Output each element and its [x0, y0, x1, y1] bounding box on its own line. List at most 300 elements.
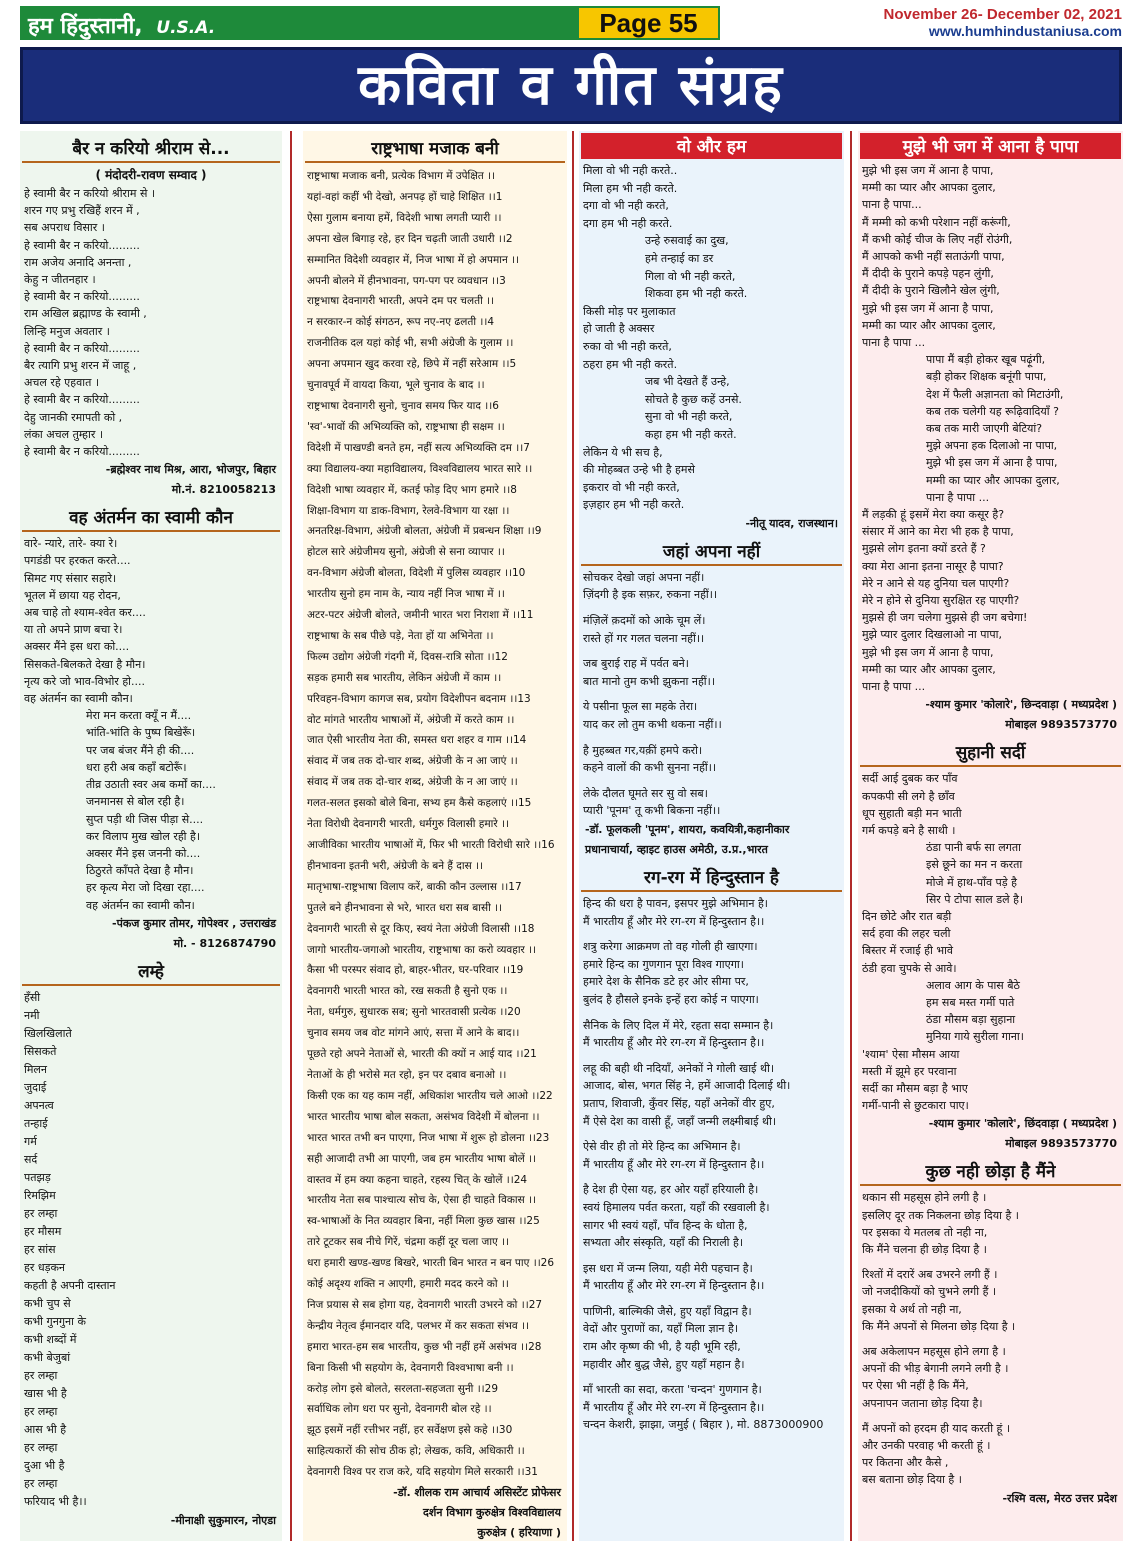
poem-phone: मोबाइल 9893573770	[1005, 1137, 1117, 1151]
poem-line: रिश्तों में दरारें अब उभरने लगी हैं ।	[862, 1268, 998, 1282]
poem-line: राम अजेय अनादि अनन्ता ,	[24, 255, 132, 269]
poem-line: कभी शब्दों में	[24, 1332, 77, 1346]
poem-line: मेरा मन करता क्यूँ न मैं....	[86, 709, 192, 723]
poem-line: तन्हाई	[24, 1116, 48, 1130]
poem-line: बड़ी होकर शिक्षक बनूंगी पापा,	[926, 370, 1047, 384]
poem-line: ऐसा गुलाम बनाया हमें, विदेशी भाषा लगती प्यारी ।।	[307, 211, 502, 224]
poem-line: सर्द हवा की लहर चली	[862, 927, 951, 941]
poem-line: मैं अपनों को हरदम ही याद करती हूं ।	[862, 1421, 1011, 1435]
poem-line: हर मौसम	[24, 1224, 62, 1238]
poem-title: राष्ट्रभाषा मजाक बनी	[305, 135, 565, 163]
poem-line: मैं भारतीय हूँ और मेरे रग-रग में हिन्दुस्तान है।।	[583, 1400, 765, 1414]
poem-line: मोजे में हाथ-पाँव पड़े है	[926, 875, 1018, 889]
poem-line: राष्ट्रभाषा के सब पीछे पड़े, नेता हों या अभिनेता ।।	[307, 629, 494, 642]
poem-line: मुझे भी इस जग में आना है पापा,	[926, 456, 1058, 470]
poem-line: अलाव आग के पास बैठे	[926, 978, 1020, 992]
poem-line: संवाद में जब तक दो-चार शब्द, अंग्रेजी के न आ जाएं ।।	[307, 755, 518, 768]
poem-line: ये पसीना फूल सा महके तेरा।	[583, 700, 698, 714]
poem-line: पूछते रहो अपने नेताओं से, भारती की क्यों न आई याद ।।21	[307, 1048, 537, 1061]
poem-line: धूप सुहाती बड़ी मन भाती	[862, 806, 962, 820]
poem-line: मैं लड़की हूं इसमें मेरा क्या कसूर है?	[862, 508, 1005, 522]
poem-line: 'स्व'-भावों की अभिव्यक्ति को, राष्ट्रभाषा ही सक्षम ।।	[307, 420, 505, 433]
poem-line: चुनावपूर्व में वायदा किया, भूले चुनाव के बाद ।।	[307, 379, 485, 392]
poem-line: नृत्य करे जो भाव-विभोर हो....	[24, 674, 146, 688]
poem-line: मम्मी का प्यार और आपका दुलार,	[926, 473, 1060, 487]
poem-line: वेदों और पुराणों का, यहाँ मिला ज्ञान है।	[583, 1322, 739, 1336]
poem-line: जात ऐसी भारतीय नेता की, समस्त धरा शहर व गाम ।।14	[307, 734, 527, 747]
poem-line: कि मैंने अपनों से मिलना छोड़ दिया है ।	[862, 1319, 1016, 1333]
poem-line	[862, 1258, 1119, 1266]
poem-line: मुझे भी इस जग में आना है पापा,	[862, 301, 994, 315]
poem-line: हीनभावना इतनी भरी, अंग्रेजी के बने हैं दास ।।	[307, 859, 483, 872]
poem-line: पाना है पापा ...	[862, 680, 926, 694]
poem-line: अब चाहे तो श्याम-श्वेत कर....	[24, 606, 146, 620]
poem-line: वह अंतर्मन का स्वामी कौन।	[24, 692, 133, 706]
poem-credit: -श्याम कुमार 'कोलारे', छिंदवाड़ा ( मध्यप्रदेश )	[928, 1117, 1117, 1131]
poem-subtitle: ( मंदोदरी-रावण सम्वाद )	[95, 168, 207, 182]
poem-line: हर लम्हा	[24, 1206, 58, 1220]
column-4	[858, 131, 1123, 1541]
poem-line: कब तक चलेगी यह रूढ़िवादियाँ ?	[926, 404, 1059, 418]
poem-line: आजीविका भारतीय भाषाओं में, फिर भी भारती विरोधी सारे ।।16	[307, 839, 555, 851]
poem-line: रास्ते हों गर गलत चलना नहीं।।	[583, 631, 705, 645]
poem-lines	[579, 895, 844, 1434]
poem-line: जागो भारतीय-जगाओ भारतीय, राष्ट्रभाषा का करो व्यवहार ।।	[307, 943, 537, 956]
poem-line: मिला हम भी नही करते.	[583, 181, 678, 195]
masthead-title: हम हिंदुस्तानी,	[28, 14, 143, 39]
poem-line: कहा हम भी नही करते.	[645, 427, 737, 441]
poem-line: ठहरा हम भी नही करते.	[583, 357, 678, 371]
poem-line: अपनी बोलने में हीनभावना, पग-पग पर व्यवधान ।।3	[307, 274, 506, 287]
poem-line: गर्म	[24, 1134, 37, 1148]
poem-line: साहित्यकारों की सोच ठीक हो; लेखक, कवि, अधिकारी ।।	[307, 1445, 525, 1458]
poem-line: जो नजदीकियों को चुभने लगी हैं ।	[862, 1285, 997, 1299]
poem-title: मुझे भी जग में आना है पापा	[860, 133, 1121, 159]
poem-line: मिलन	[24, 1062, 47, 1076]
poem-line: मेरे न होने से दुनिया सुरक्षित रह पाएगी?	[862, 594, 1020, 608]
poem-line: जनमानस से बोल रही है।	[86, 795, 185, 809]
poem-line: पुतले बने हीनभावना से भरे, भारत धरा सब बासी ।।	[307, 901, 503, 914]
poem-line: भांति-भांति के पुष्प बिखेरूँ।	[86, 726, 196, 740]
poem-line: परिवहन-विभाग कागज सब, प्रयोग विदेशीपन बदनाम ।।13	[307, 692, 531, 705]
poem-phone: मो. - 8126874790	[173, 936, 276, 950]
poem-line: शत्रु करेगा आक्रमण तो वह गोली ही खाएगा।	[583, 940, 758, 954]
poem-line: आजाद, बोस, भगत सिंह ने, हमें आजादी दिलाई थी।	[583, 1079, 791, 1093]
poem-credit: -नीतू यादव, राजस्थान।	[745, 516, 838, 530]
poem-line: भारत भारत तभी बन पाएगा, निज भाषा में शुरू हो डोलना ।।23	[307, 1131, 550, 1144]
poem-title: वह अंतर्मन का स्वामी कौन	[22, 504, 280, 532]
poem-line: विदेशी भाषा व्यवहार में, कतई फोड़ दिए भाग हमारे ।।8	[307, 483, 517, 496]
poem-title: जहां अपना नहीं	[581, 538, 842, 566]
poem-line: बस बताना छोड़ दिया है ।	[862, 1473, 962, 1487]
poem-line: माँ भारती का सदा, करता 'चन्दन' गुणगान है।	[583, 1383, 762, 1397]
poem-line: जब भी देखते हैं उन्हे,	[645, 375, 730, 389]
column-3	[579, 131, 844, 1541]
poem-line: इसका ये अर्थ तो नही ना,	[862, 1302, 962, 1316]
poem-line: मम्मी का प्यार और आपका दुलार,	[862, 662, 996, 676]
poem-title: वो और हम	[581, 133, 842, 159]
poem-line: स्व-भाषाओं के नित व्यवहार बिना, नहीं मिला कुछ खास ।।25	[307, 1215, 540, 1228]
poem-line: केन्द्रीय नेतृत्व ईमानदार यदि, पलभर में कर सकता संभव ।।	[307, 1319, 529, 1332]
poem-line	[583, 1173, 840, 1181]
poem-line: सभ्यता और संस्कृति, यहाँ की निराली है।	[583, 1236, 744, 1250]
poem-line: कभी बेजुबां	[24, 1350, 71, 1364]
poem-line: कहने वालों की कभी सुनना नहीं।।	[583, 761, 717, 775]
poem-line	[583, 777, 840, 785]
poem-line: पापा मैं बड़ी होकर खूब पढ़ूंगी,	[926, 353, 1046, 367]
poem-line: फिल्म उद्योग अंग्रेजी गंदगी में, दिवस-रात्रि सोता ।।12	[307, 650, 508, 663]
poem-line: बैर त्यागि प्रभु शरन में जाहू ,	[24, 359, 137, 373]
poem-line: बिस्तर में रजाई ही भावे	[862, 944, 954, 958]
poem-line: सर्द	[24, 1152, 38, 1166]
column-divider	[850, 131, 852, 1541]
poem-line: राष्ट्रभाषा मजाक बनी, प्रत्येक विभाग में उपेक्षित ।।	[307, 170, 496, 182]
poem-line: वह अंतर्मन का स्वामी कौन।	[86, 898, 195, 912]
poem-line: सोचकर देखो जहां अपना नहीं।	[583, 570, 705, 584]
poem-credit: -मीनाक्षी सुकुमारन, नोएडा	[170, 1513, 276, 1527]
poem-line: इकरार वो भी नही करते,	[583, 480, 680, 494]
poem-credit: -डॉ. शीलक राम आचार्य असिस्टेंट प्रोफेसर	[393, 1486, 561, 1500]
poem-line: चुनाव समय जब वोट मांगने आएं, सत्ता में आने के बाद।।	[307, 1027, 520, 1040]
page-number: Page 55	[577, 6, 720, 40]
poem-line: अचल रहे एहवात ।	[24, 376, 100, 390]
poem-line: हर कृत्य मेरा जो दिखा रहा....	[86, 881, 205, 895]
poem-line: इज़हार हम भी नही करते.	[583, 498, 685, 512]
poem-phone: मोबाइल 9893573770	[1005, 718, 1117, 732]
poem-line: गर्म कपड़े बने है साथी ।	[862, 823, 956, 837]
poem-line: याद कर लो तुम कभी थकना नहीं।।	[583, 718, 722, 732]
poem-line: सैनिक के लिए दिल में मेरे, रहता सदा सम्मान है।	[583, 1018, 774, 1032]
poem-line: महावीर और बुद्ध जैसे, हुए यहाँ महान है।	[583, 1357, 745, 1371]
poem-line	[583, 930, 840, 938]
poem-line: भारतीय सुनो हम नाम के, न्याय नहीं निज भाषा में ।।	[307, 588, 505, 601]
poem-line: मिला वो भी नही करते..	[583, 164, 678, 177]
poem-line: शिक्षा-विभाग या डाक-विभाग, रेलवे-विभाग या रक्षा ।।	[307, 504, 510, 517]
poem-line: सुना वो भी नही करते,	[645, 410, 733, 424]
poem-line	[583, 1373, 840, 1381]
poem-line: किसी मोड़ पर मुलाकात	[583, 304, 676, 318]
poem-line: दगा वो भी नही करते,	[583, 199, 669, 213]
poem-line: मैं दीदी के पुराने कपड़े पहन लुंगी,	[862, 267, 994, 281]
poem-line: मैं भारतीय हूँ और मेरे रग-रग में हिन्दुस्तान है।।	[583, 1036, 765, 1050]
poem-title: लम्हे	[22, 958, 280, 986]
poem-line: मुझसे ही जग चलेगा मुझसे ही जग बचेगा!	[862, 611, 1028, 625]
poem-line: हे स्वामी बैर न करियो.........	[24, 445, 140, 459]
poem-line: मैं भारतीय हूँ और मेरे रग-रग में हिन्दुस्तान है।।	[583, 1279, 765, 1293]
poem-line: और उनकी परवाह भी करती हूं ।	[862, 1439, 991, 1452]
poem-line: बुलंद है हौसले इनके इन्हें हरा कोई न पाएगा।	[583, 992, 759, 1006]
poem-line: देश में फैली अज्ञानता को मिटाउंगी,	[926, 387, 1064, 401]
poem-line: ज़िंदगी है इक सफ़र, रुकना नहीं।।	[583, 588, 718, 602]
poem-line: पाणिनी, बाल्मिकी जैसे, हुए यहाँ विद्वान है।	[583, 1304, 752, 1318]
poem-line: हमे तन्हाई का डर	[645, 251, 714, 265]
poem-line: राम और कृष्ण की भी, है यही भूमि रही,	[583, 1340, 741, 1354]
poem-line	[583, 647, 840, 655]
poem-line: अपना खेल बिगाड़ रहे, हर दिन चढ़ती जाती उधारी ।।2	[307, 232, 513, 245]
poem-line: यहां-वहां कहीं भी देखो, अनपढ़ हों चाहे शिक्षित ।।1	[307, 190, 503, 203]
poem-line: ठंडा मौसम बड़ा सुहाना	[926, 1013, 1016, 1027]
poem-line: कपकपी सी लगे है छाँव	[862, 789, 955, 803]
poem-line: मुझे भी इस जग में आना है पापा,	[862, 164, 994, 177]
poem-line: दुआ भी है	[24, 1458, 65, 1472]
poem-line: देवनागरी भारती भारत को, रख सकती है सुनो एक ।।	[307, 985, 508, 998]
poem-line: पाना है पापा ...	[862, 336, 926, 350]
poem-line: सुप्त पड़ी थी जिस पीड़ा से....	[86, 812, 204, 826]
poem-line: अपनों की भीड़ बेगानी लगने लगी है ।	[862, 1362, 1009, 1376]
poem-line: गिला वो भी नही करते,	[645, 269, 736, 283]
poem-line: रिमझिम	[24, 1188, 56, 1202]
poem-line: लेकिन ये भी सच है,	[583, 445, 663, 459]
poem-line: मुझे भी इस जग में आना है पापा,	[862, 645, 994, 659]
poem-line: हो जाती है अक्सर	[583, 322, 655, 336]
poem-line: हे स्वामी बैर न करियो श्रीराम से ।	[24, 187, 156, 200]
dateline	[884, 6, 1122, 39]
poem-line: धरा हमारी खण्ड-खण्ड बिखरे, भारती बिन भारत न बन पाए ।।26	[307, 1257, 555, 1270]
poem-line: वन-विभाग अंग्रेजी बोलता, विदेशी में पुलिस व्यवहार ।।10	[307, 567, 526, 580]
poem-line: खास भी है	[24, 1386, 67, 1400]
poem-line: मेरे न आने से यह दुनिया चल पाएगी?	[862, 576, 1010, 590]
poem-line: शिकवा हम भी नही करते.	[645, 287, 748, 301]
poem-line: इसे छूने का मन न करता	[926, 858, 1023, 872]
poem-line: क्या मेरा आना इतना नासूर है पापा?	[862, 559, 1004, 573]
poem-line: या तो अपने प्राण बचा रे।	[24, 623, 123, 637]
poem-line: मैं मम्मी को कभी परेशान नहीं करूंगी,	[862, 215, 1011, 229]
poem-line: हे स्वामी बैर न करियो.........	[24, 238, 140, 252]
section-banner: कविता व गीत संग्रह	[20, 47, 1122, 124]
column-divider	[572, 131, 574, 1541]
poem-line: मम्मी का प्यार और आपका दुलार,	[862, 181, 996, 195]
poem-line: वारे- न्यारे, तारे- क्या रे।	[24, 537, 118, 551]
poem-line: हर सांस	[24, 1242, 56, 1256]
poem-line: मुझसे लोग इतना क्यों डरते हैं ?	[862, 542, 986, 556]
poem-line: हे स्वामी बैर न करियो.........	[24, 290, 140, 304]
poem-line: पगडंडी पर हरकत करते....	[24, 554, 131, 568]
poem-line: नेता, धर्मगुरु, सुधारक सब; सुनो भारतवासी प्रत्येक ।।20	[307, 1006, 521, 1019]
poem-phone: मो.नं. 8210058213	[171, 483, 276, 497]
website-link[interactable]: www.humhindustaniusa.com	[928, 23, 1122, 39]
poem-line: कोई अदृश्य शक्ति न आएगी, हमारी मदद करने को ।।	[307, 1278, 509, 1291]
poem-line: देवनागरी भारती से दूर किए, स्वयं नेता अंग्रेजी विलासी ।।18	[307, 922, 535, 935]
poem-line: वास्तव में हम क्या कहना चाहते, रहस्य चित् के खोलें ।।24	[307, 1173, 528, 1186]
poem-line: निज प्रयास से सब होगा यह, देवनागरी भारती उभरने को ।।27	[307, 1298, 543, 1311]
poem-line: मैं आपको कभी नहीं सताऊंगी पापा,	[862, 250, 1005, 264]
poem-line: बात मानो तुम कभी झुकना नहीं।।	[583, 674, 715, 688]
poem-line: मैं भारतीय हूँ और मेरे रग-रग में हिन्दुस्तान है।।	[583, 914, 765, 928]
poem-line: 'श्याम' ऐसा मौसम आया	[862, 1047, 960, 1061]
poem-credit: -रश्मि वत्स, मेरठ उत्तर प्रदेश	[1002, 1491, 1117, 1505]
column-divider	[290, 131, 292, 1541]
poem-line	[583, 1130, 840, 1138]
poem-line: हमारे हिन्द का गुणगान पूरा विश्व गाएगा।	[583, 957, 744, 971]
poem-line: नमी	[24, 1008, 40, 1022]
poem-line: आस भी है	[24, 1422, 67, 1436]
poem-line: कर विलाप मुख खोल रही है।	[86, 829, 201, 843]
poem-line: भूतल में छाया यह रोदन,	[24, 588, 121, 602]
page-header	[20, 6, 1122, 42]
poem-line: कभी गुनगुना के	[24, 1314, 86, 1328]
poem-line: पर जब बंजर मैंने ही की....	[86, 743, 195, 757]
poem-line: लंका अचल तुम्हार ।	[24, 427, 104, 441]
poem-line: गलत-सलत इसको बोले बिना, सभ्य हम कैसे कहलाएं ।।15	[307, 797, 532, 810]
poem-line	[583, 690, 840, 698]
poem-line: हमारे देश के सैनिक डटे हर ओर सीमा पर,	[583, 975, 749, 989]
poem-line: कि मैंने चलना ही छोड़ दिया है ।	[862, 1242, 987, 1256]
poem-line: शरन गए प्रभु रखिहैं शरन में ,	[24, 204, 140, 218]
poem-credit: कुरुक्षेत्र ( हरियाणा )	[477, 1526, 561, 1540]
poem-line: मुनिया गाये सुरीला गाना।	[926, 1030, 1024, 1044]
poem-credit: -पंकज कुमार तोमर, गोपेश्वर , उत्तराखंड	[112, 916, 276, 930]
poem-line: मुझे अपना हक दिलाओ ना पापा,	[926, 439, 1058, 453]
poem-line: कब तक मारी जाएगी बेटियां?	[926, 422, 1043, 436]
poem-line: न सरकार-न कोई संगठन, रूप नए-नए ढलती ।।4	[307, 316, 495, 329]
poem-line: हर लम्हा	[24, 1368, 58, 1382]
poem-line	[583, 1052, 840, 1060]
poem-line: उन्हे रुसवाई का दुख,	[645, 234, 729, 248]
poem-line: सम्मानित विदेशी व्यवहार में, निज भाषा में हो अपमान ।।	[307, 253, 520, 266]
poem-title: सुहानी सर्दी	[860, 739, 1121, 767]
masthead-usa: U.S.A.	[156, 18, 216, 38]
poem-line: मैं भारतीय हूँ और मेरे रग-रग में हिन्दुस्तान है।।	[583, 1157, 765, 1171]
poem-line: अक्सर मैंने इस जननी को....	[86, 846, 201, 860]
poem-line: नेता विरोधी देवनागरी भारती, धर्मगुरु विलासी हमारे ।।	[307, 818, 509, 831]
poem-line: सोचते है कुछ कहें उनसे.	[645, 392, 742, 406]
poem-line: मस्ती में झूमे हर परवाना	[862, 1064, 957, 1078]
poem-line: हिन्द की धरा है पावन, इसपर मुझे अभिमान है।	[583, 897, 768, 910]
poem-line: गर्मी-पानी से छुटकारा पाए।	[862, 1099, 969, 1113]
poem-line: मम्मी का प्यार और आपका दुलार,	[862, 318, 996, 332]
poem-line: जुदाई	[24, 1080, 47, 1094]
poem-line: मैं दीदी के पुराने खिलौने खेल लुंगी,	[862, 284, 1000, 298]
poem-line: लेके दौलत घूमते सर सु वो सब।	[583, 786, 708, 800]
poem-lines	[858, 1189, 1123, 1488]
poem-line: प्रताप, शिवाजी, कुँवर सिंह, यहाँ अनेकों वीर हुए,	[583, 1096, 775, 1110]
issue-date: November 26- December 02, 2021	[883, 6, 1122, 23]
poem-line	[862, 1335, 1119, 1343]
poem-lines	[579, 569, 844, 820]
poem-line: राष्ट्रभाषा देवनागरी भारती, अपने दम पर चलती ।।	[307, 295, 495, 308]
poem-line: सर्वाधिक लोग धरा पर सुनो, देवनागरी बोल रहे ।।	[307, 1403, 492, 1416]
poem-line: अटर-पटर अंग्रेजी बोलते, जमीनी भारत भरा निराशा में ।।11	[307, 609, 534, 622]
poem-lines	[579, 162, 844, 514]
poem-line: राष्ट्रभाषा देवनागरी सुनो, चुनाव समय फिर याद ।।6	[307, 399, 499, 412]
poem-line: मुझे प्यार दुलार दिखलाओ ना पापा,	[862, 628, 1002, 642]
poem-line: सागर भी स्वयं यहाँ, पाँव हिन्द के धोता है,	[583, 1218, 748, 1232]
poem-line: दगा हम भी नही करते.	[583, 216, 673, 230]
poem-line: बिना किसी भी सहयोग के, देवनागरी विश्वभाषा बनी ।।	[307, 1361, 514, 1374]
poem-line: अपनापन जताना छोड़ दिया है।	[862, 1396, 983, 1410]
poem-line: अपना अपमान खुद करवा रहे, छिपे में नहीं सरेआम ।।5	[307, 358, 517, 371]
poem-line: नेताओं के ही भरोसे मत रहो, इन पर दबाव बनाओ ।।	[307, 1068, 507, 1081]
poem-line: थकान सी महसूस होने लगी है ।	[862, 1191, 987, 1205]
poem-line: पाना है पापा...	[862, 198, 922, 212]
poem-line: अब अकेलापन महसूस होने लगा है ।	[862, 1344, 1006, 1358]
poem-lines	[858, 770, 1123, 1114]
poem-line: कहती है अपनी दास्तान	[24, 1278, 116, 1292]
poem-line: सही आजादी तभी आ पाएगी, जब हम भारतीय भाषा बोलें ।।	[307, 1152, 537, 1165]
poem-line: हमारा भारत-हम सब भारतीय, कुछ भी नहीं हमें असंभव ।।28	[307, 1340, 542, 1353]
poem-line	[862, 1412, 1119, 1420]
poem-line: सिर पे टोपा साल डले है।	[926, 892, 1024, 906]
masthead	[20, 6, 577, 40]
poem-line: खिलखिलाते	[24, 1026, 72, 1040]
poem-line: प्यारी 'पूनम' तू कभी बिकना नहीं।।	[583, 804, 721, 818]
poem-line: तीव्र उठाती स्वर अब कर्मों का....	[86, 778, 216, 792]
poem-line: होटल सारे अंग्रेजीमय सुनो, अंग्रेजी से सना व्यापार ।।	[307, 546, 505, 559]
poem-lines	[303, 166, 567, 1483]
poem-credit: -ब्रह्मेश्वर नाथ मिश्र, आरा, भोजपुर, बिहार	[105, 463, 276, 477]
poem-title: बैर न करियो श्रीराम से...	[22, 135, 280, 163]
poem-line: हम सब मस्त गर्मी पाते	[926, 995, 1015, 1009]
poem-credit: दर्शन विभाग कुरुक्षेत्र विश्वविद्यालय	[423, 1506, 561, 1520]
poem-line: देहु जानकी रमापती को ,	[24, 410, 123, 424]
poem-line: अक्सर मैंने इस धरा को....	[24, 640, 130, 654]
poem-line: पर इसका ये मतलब तो नही ना,	[862, 1225, 988, 1239]
poem-line: वोट मांगते भारतीय भाषाओं में, अंग्रेजी में करते काम ।।	[307, 713, 515, 726]
poem-lines	[20, 535, 282, 913]
poem-line: लहू की बही थी नदियाँ, अनेकों ने गोली खाई थी।	[583, 1061, 774, 1075]
poem-line	[583, 1009, 840, 1017]
poem-title: कुछ नही छोड़ा है मैंने	[860, 1158, 1121, 1186]
poem-line: सड़क हमारी सब भारतीय, लेकिन अंग्रेजी में काम ।।	[307, 671, 502, 684]
poem-line: संवाद में जब तक दो-चार शब्द, अंग्रेजी के न आ जाएं ।।	[307, 776, 518, 789]
poem-line: फरियाद भी है।।	[24, 1494, 87, 1508]
poem-line: जब बुराई राह में पर्वत बने।	[583, 657, 689, 671]
poem-line: मैं ऐसे देश का वासी हूँ, जहाँ जन्मी लक्ष्मीबाई थी।	[583, 1114, 777, 1128]
poem-title: रग-रग में हिन्दुस्तान है	[581, 864, 842, 892]
poem-lines	[858, 162, 1123, 695]
poem-line: भारतीय नेता सब पाश्चात्य सोच के, ऐसा ही चाहते विकास ।।	[307, 1194, 537, 1207]
poem-line: क्या विद्यालय-क्या महाविद्यालय, विश्वविद्यालय भारत सारे ।।	[307, 462, 533, 475]
poem-line: हर धड़कन	[24, 1260, 66, 1274]
poem-line: किसी एक का यह काम नहीं, अधिकांश भारतीय चले आओ ।।22	[307, 1089, 553, 1102]
poem-line: ठंडा पानी बर्फ सा लगता	[926, 841, 1021, 855]
poem-line: मातृभाषा-राष्ट्रभाषा विलाप करें, बाकी कौन उल्लास ।।17	[307, 880, 522, 893]
poem-line: देवनागरी विश्व पर राज करे, यदि सहयोग मिले सरकारी ।।31	[307, 1466, 538, 1479]
poem-line: हर लम्हा	[24, 1404, 58, 1418]
poem-line: कैसा भी परस्पर संवाद हो, बाहर-भीतर, घर-परिवार ।।19	[307, 964, 524, 977]
poem-line: सर्दी का मौसम बड़ा है भाए	[862, 1081, 968, 1095]
poem-line: संसार में आने का मेरा भी हक है पापा,	[862, 525, 1014, 539]
poem-line	[583, 734, 840, 742]
poem-line: है देश ही ऐसा यह, हर ओर यहाँ हरियाली है।	[583, 1183, 759, 1197]
poem-line: ठिठुरते काँपते देखा है मौन।	[86, 864, 194, 878]
poem-line	[583, 1252, 840, 1260]
poem-line: पतझड़	[24, 1170, 51, 1184]
poem-line: कभी चुप से	[24, 1296, 71, 1310]
poem-line: हे स्वामी बैर न करियो.........	[24, 341, 140, 355]
poem-line: भारत भारतीय भाषा बोल सकता, असंभव विदेशी में बोलना ।।	[307, 1110, 540, 1123]
poem-line: राम अखिल ब्रह्माण्ड के स्वामी ,	[24, 307, 147, 321]
poem-line	[583, 604, 840, 612]
column-2	[303, 131, 567, 1541]
poem-line: हँसी	[24, 990, 41, 1004]
poem-line: स्वयं हिमालय पर्वत करता, यहाँ की रखवाली है।	[583, 1200, 770, 1214]
column-1	[20, 131, 282, 1541]
poem-line: अनतरिक्ष-विभाग, अंग्रेजी बोलता, अंग्रेजी में प्रबन्धन शिक्षा ।।9	[307, 525, 542, 538]
poem-credit: -श्याम कुमार 'कोलारे', छिन्दवाड़ा ( मध्यप्रदेश )	[925, 698, 1117, 712]
poem-line: रुका वो भी नही करते,	[583, 339, 672, 353]
poem-line: सिसकते	[24, 1044, 57, 1058]
poem-lines	[20, 989, 282, 1511]
poem-line: मैं कभी कोई चीज के लिए नहीं रोउंगी,	[862, 232, 1013, 246]
poem-line: पर कितना और कैसे ,	[862, 1456, 949, 1470]
poem-line: मंज़िलें क़दमों को आके चूम लें।	[583, 614, 706, 628]
poem-credit: प्रधानाचार्या, व्हाइट हाउस अमेठी, उ.प्र.,भारत	[585, 843, 768, 856]
poem-line: केहु न जीतनहार ।	[24, 273, 96, 287]
poem-line: लिन्हि मनुज अवतार ।	[24, 324, 110, 338]
poem-line: हर लम्हा	[24, 1476, 58, 1490]
poem-line: ऐसे वीर ही तो मेरे हिन्द का अभिमान है।	[583, 1140, 741, 1154]
